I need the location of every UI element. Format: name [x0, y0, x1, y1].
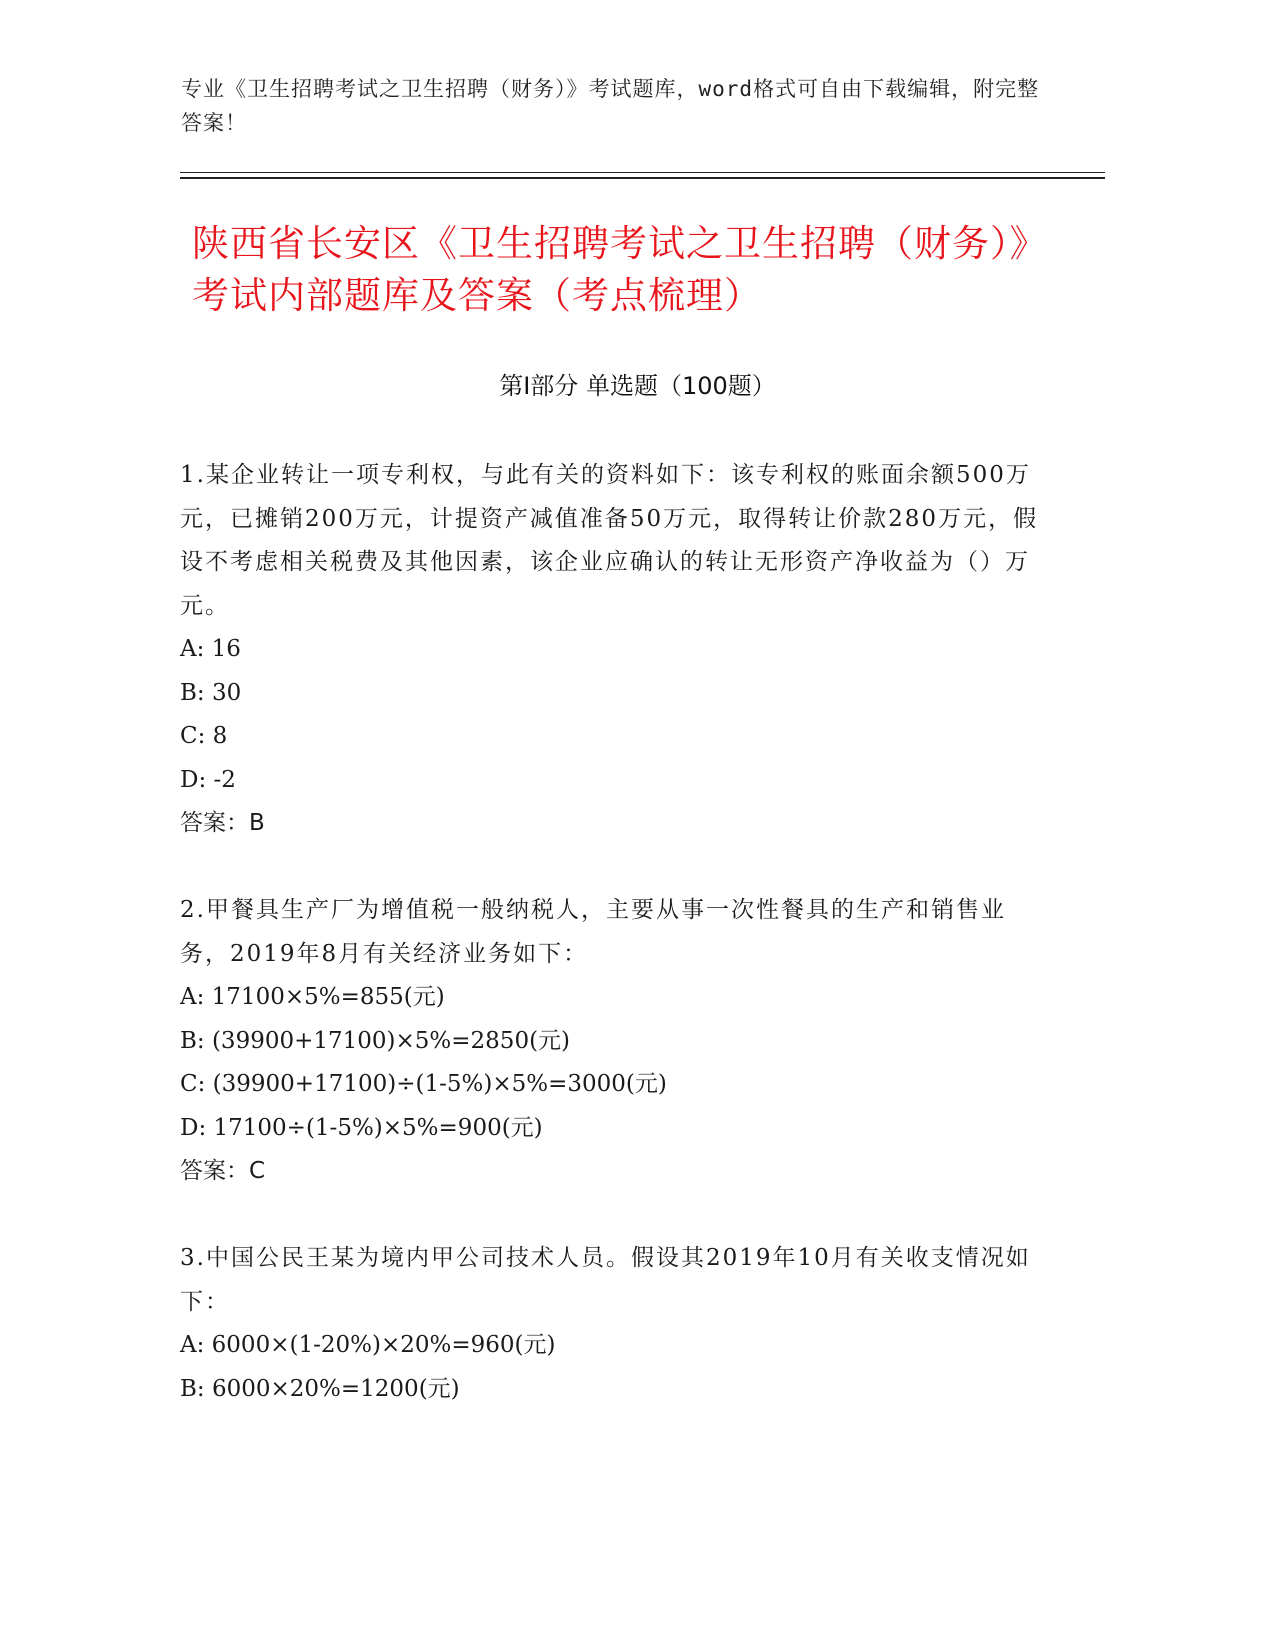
option-b: B: 6000×20%=1200(元)	[180, 1375, 460, 1402]
option-a: A: 6000×(1-20%)×20%=960(元)	[180, 1332, 556, 1358]
answer: 答案：B	[180, 810, 265, 836]
header-divider-thick	[180, 177, 1105, 179]
question-stem: 3.中国公民王某为境内甲公司技术人员。假设其2019年10月有关收支情况如下：	[180, 1245, 1031, 1315]
document-title: 陕西省长安区《卫生招聘考试之卫生招聘（财务）》考试内部题库及答案（考点梳理）	[192, 222, 1048, 317]
question-stem: 2.甲餐具生产厂为增值税一般纳税人，主要从事一次性餐具的生产和销售业务，2019年8月有关经济业务如下：	[180, 897, 1006, 967]
option-c: C: 8	[180, 723, 228, 749]
header-divider-thin	[180, 172, 1105, 173]
question-1	[180, 454, 1040, 846]
question-2	[180, 889, 1040, 1194]
option-d: D: -2	[180, 766, 236, 793]
option-d: D: 17100÷(1-5%)×5%=900(元)	[180, 1114, 543, 1141]
option-a: A: 16	[180, 636, 241, 662]
option-a: A: 17100×5%=855(元)	[180, 984, 445, 1010]
option-c: C: (39900+17100)÷(1-5%)×5%=3000(元)	[180, 1071, 667, 1097]
option-b: B: 30	[180, 679, 242, 706]
section-heading: 第I部分 单选题（100题）	[499, 372, 776, 400]
answer: 答案：C	[180, 1158, 266, 1184]
question-stem: 1.某企业转让一项专利权，与此有关的资料如下：该专利权的账面余额500万元，已摊销200万元，计提资产减值准备50万元，取得转让价款280万元，假设不考虑相关税费及其他因素，该企业应确认的转让无形资产净收益为（）万元。	[180, 462, 1039, 619]
question-3	[180, 1237, 1040, 1411]
option-b: B: (39900+17100)×5%=2850(元)	[180, 1027, 571, 1054]
header-note: 专业《卫生招聘考试之卫生招聘（财务）》考试题库，word格式可自由下载编辑，附完整答案！	[181, 77, 1040, 135]
